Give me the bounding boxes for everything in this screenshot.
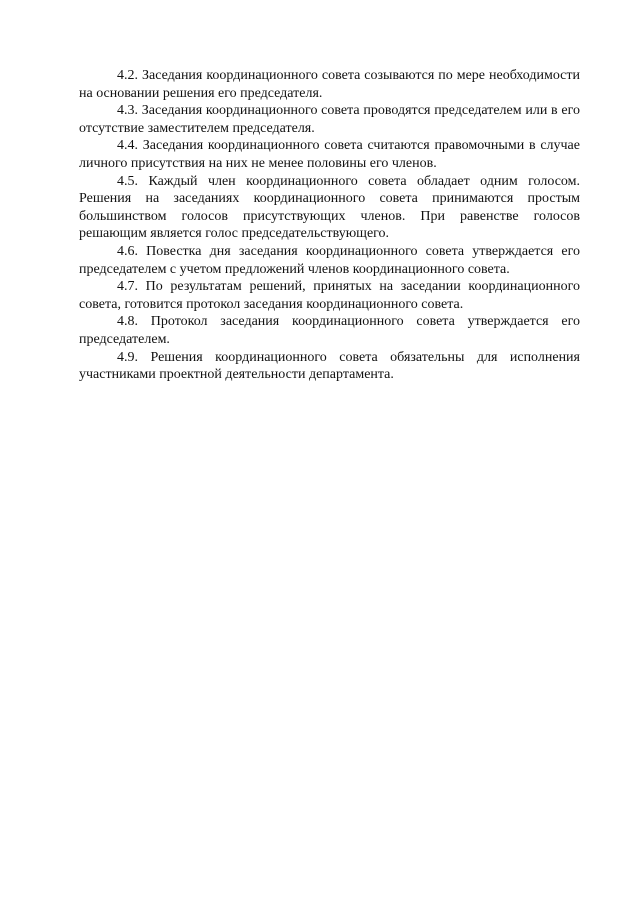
paragraph-4-7: 4.7. По результатам решений, принятых на заседании координационного совета, готовится протокол заседания координационного совета. — [79, 279, 580, 312]
paragraph-4-2: 4.2. Заседания координационного совета созываются по мере необходимости на основании решения его председателя. — [79, 68, 580, 101]
paragraph-4-8: 4.8. Протокол заседания координационного совета утверждается его председателем. — [79, 314, 580, 347]
document-page — [79, 67, 580, 384]
paragraph-4-3: 4.3. Заседания координационного совета проводятся председателем или в его отсутствие заместителем председателя. — [79, 103, 580, 136]
paragraph-4-5: 4.5. Каждый член координационного совета обладает одним голосом. Решения на заседаниях координационного совета принимаются простым большинством голосов присутствующих членов. При равенстве голосов решающим является голос председательствующего. — [79, 173, 580, 242]
paragraph-4-6: 4.6. Повестка дня заседания координационного совета утверждается его председателем с учетом предложений членов координационного совета. — [79, 243, 580, 277]
paragraph-4-4: 4.4. Заседания координационного совета считаются правомочными в случае личного присутствия на них не менее половины его членов. — [79, 138, 580, 171]
paragraph-4-9: 4.9. Решения координационного совета обязательны для исполнения участниками проектной деятельности департамента. — [79, 349, 580, 383]
